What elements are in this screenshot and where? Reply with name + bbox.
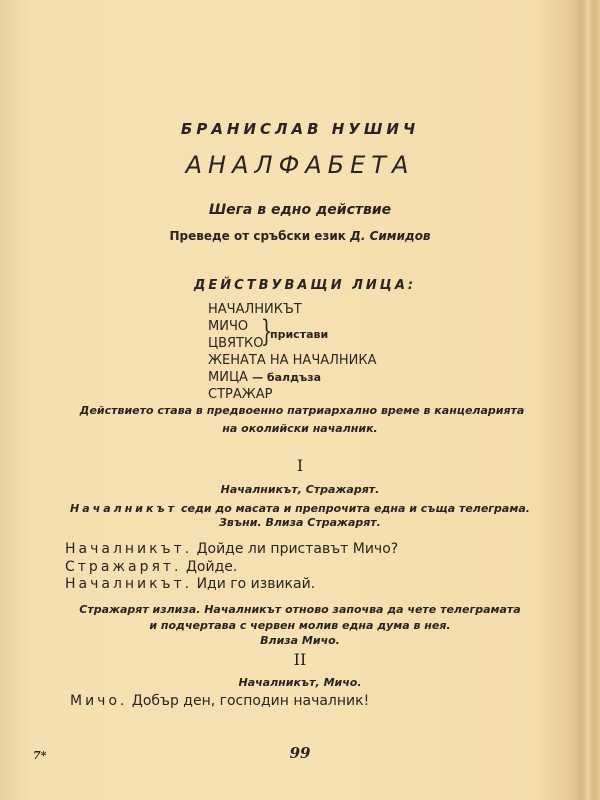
page-number: 99 bbox=[289, 744, 311, 762]
scene-number: II bbox=[293, 650, 307, 669]
scene-characters: Началникът, Мичо. bbox=[238, 676, 362, 689]
translator-credit bbox=[0, 229, 600, 243]
translator-name: Д. Симидов bbox=[350, 229, 431, 243]
author-name: БРАНИСЛАВ НУШИЧ bbox=[180, 120, 420, 138]
direction-speaker: Началникът bbox=[70, 502, 178, 515]
cast-item: СТРАЖАР bbox=[208, 387, 273, 402]
cast-item: МИЦА — балдъза bbox=[208, 370, 322, 385]
cast-header: ДЕЙСТВУВАЩИ ЛИЦА: bbox=[193, 278, 417, 293]
stage-direction: Звъни. Влиза Стражарят. bbox=[219, 516, 381, 529]
scene-characters: Началникът, Стражарят. bbox=[220, 483, 380, 496]
translator-prefix: Преведе от сръбски език bbox=[169, 229, 346, 243]
dialogue-line: Мичо. Добър ден, господин началник! bbox=[70, 693, 370, 709]
stage-direction: Началникът седи до масата и препрочита една и съща телеграма. bbox=[70, 502, 530, 515]
scene-number: I bbox=[296, 456, 304, 475]
cast-item: ЦВЯТКО bbox=[208, 336, 264, 351]
dialogue-line: Началникът. Дойде ли приставът Мичо? bbox=[65, 541, 399, 557]
brace-icon: } bbox=[260, 314, 273, 349]
cast-item: НАЧАЛНИКЪТ bbox=[208, 302, 302, 317]
dialogue-line: Стражарят. Дойде. bbox=[65, 559, 238, 575]
cast-list bbox=[208, 301, 377, 403]
stage-direction: Стражарят излиза. Началникът отново започва да чете телеграмата bbox=[79, 603, 521, 616]
cast-group-note: пристави bbox=[270, 328, 329, 341]
cast-item: МИЧО bbox=[208, 319, 249, 334]
dialogue-line: Началникът. Иди го извикай. bbox=[65, 576, 316, 592]
stage-direction: Влиза Мичо. bbox=[260, 634, 340, 647]
setting-line-2: на околийски началник. bbox=[222, 422, 378, 435]
play-subtitle: Шега в едно действие bbox=[208, 202, 392, 218]
stage-direction: и подчертава с червен молив една дума в нея. bbox=[149, 619, 451, 632]
signature-mark: 7* bbox=[33, 749, 47, 762]
play-title: АНАЛФАБЕТА bbox=[185, 151, 415, 179]
cast-item: ЖЕНАТА НА НАЧАЛНИКА bbox=[208, 353, 377, 368]
cast-note: — балдъза bbox=[252, 371, 322, 384]
setting-line-1: Действието става в предвоенно патриархално време в канцеларията bbox=[79, 404, 525, 417]
